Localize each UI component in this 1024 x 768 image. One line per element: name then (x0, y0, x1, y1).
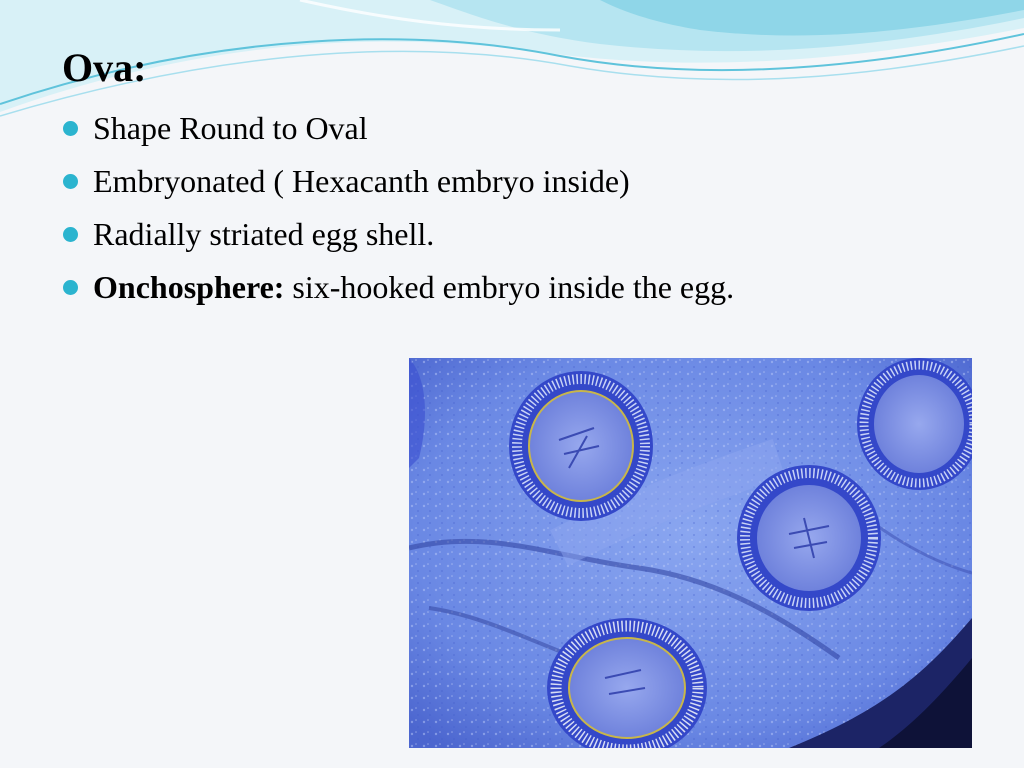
bullet-dot-icon (63, 174, 78, 189)
bullet-item (62, 261, 734, 314)
slide-title: Ova: (62, 45, 147, 90)
bullet-text: Shape Round to Oval (93, 110, 368, 146)
bullet-text: Radially striated egg shell. (93, 216, 435, 252)
micrograph-image (409, 358, 972, 748)
bullet-term: Onchosphere: (93, 269, 285, 305)
bullet-text: six-hooked embryo inside the egg. (284, 269, 735, 305)
bullet-list (62, 102, 734, 314)
bullet-item (62, 208, 734, 261)
bullet-dot-icon (63, 121, 78, 136)
egg-shell-icon (509, 371, 653, 521)
bullet-dot-icon (63, 280, 78, 295)
egg-shell-icon (737, 465, 881, 611)
bullet-item (62, 102, 734, 155)
bullet-text: Embryonated ( Hexacanth embryo inside) (93, 163, 630, 199)
bullet-dot-icon (63, 227, 78, 242)
bullet-item (62, 155, 734, 208)
